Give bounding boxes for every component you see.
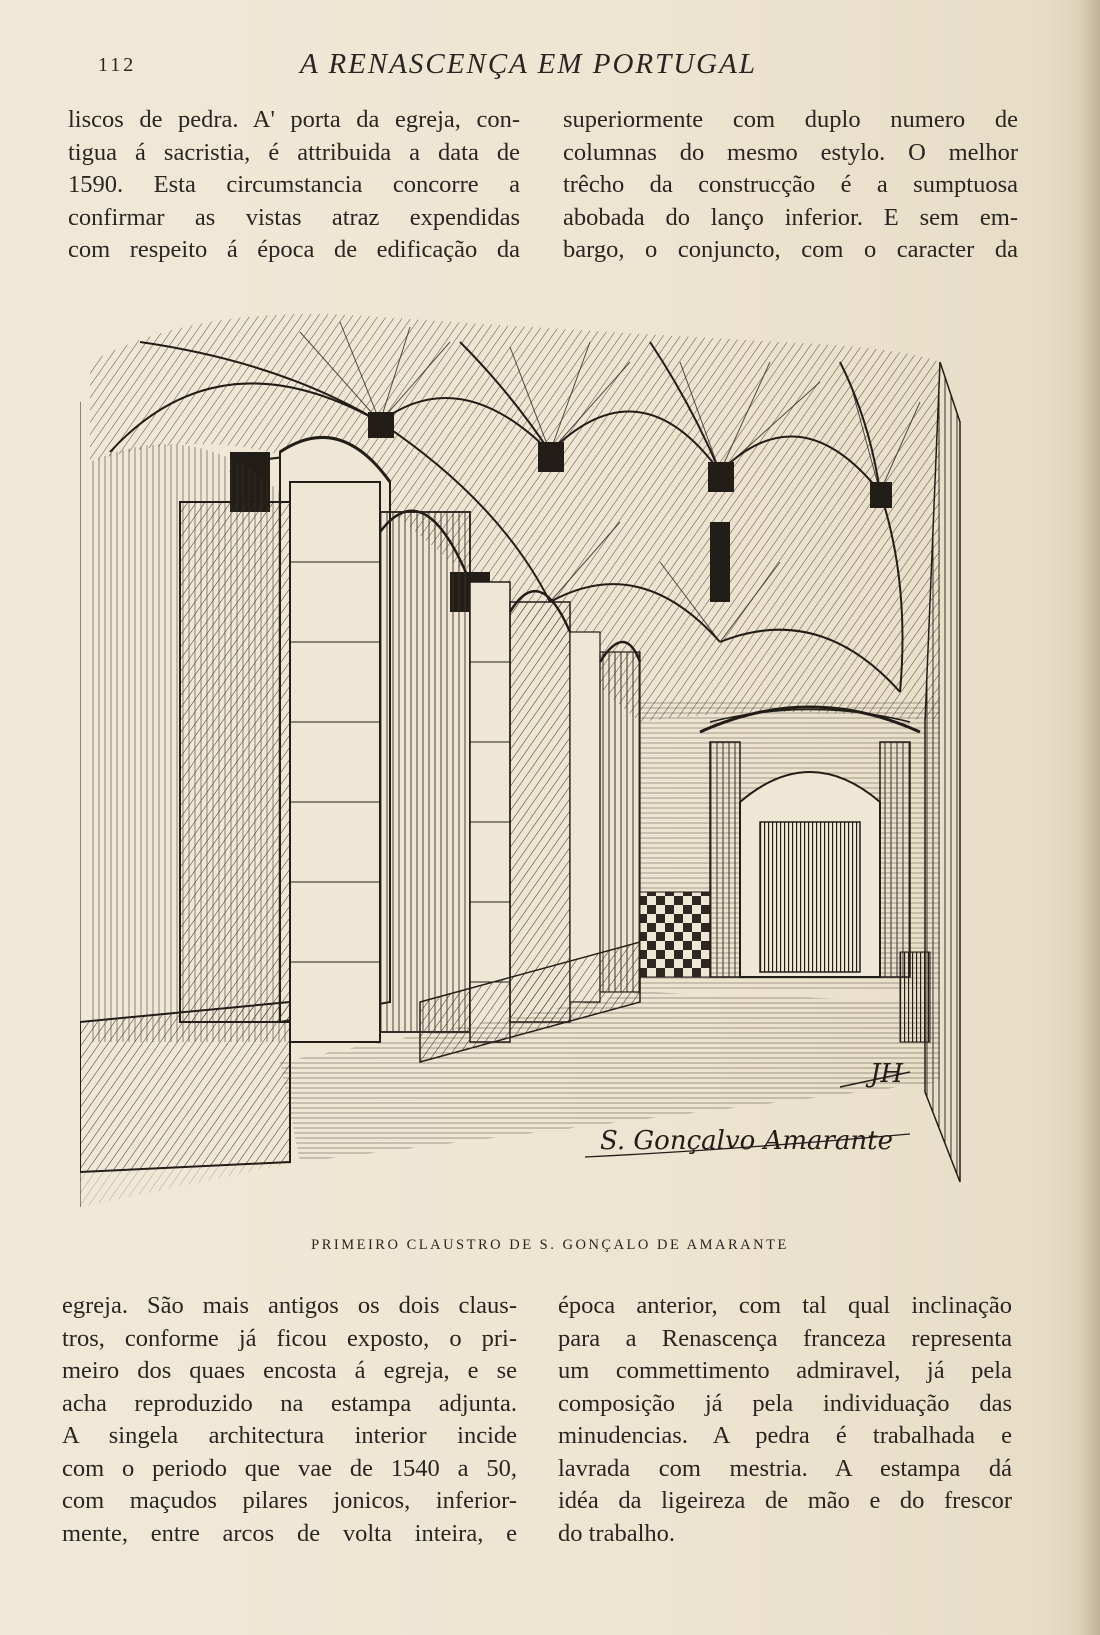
text-line: tros, conforme já ficou exposto, o pri-: [62, 1324, 517, 1352]
text-line: columnas do mesmo estylo. O melhor: [563, 138, 1018, 166]
text-line: minudencias. A pedra é trabalhada e: [558, 1422, 1012, 1449]
text-line: superiormente com duplo numero de: [563, 106, 1018, 133]
cloister-engraving: [80, 302, 1000, 1217]
text-line: abobada do lanço inferior. E sem em-: [563, 203, 1018, 231]
text-column-top-left: [68, 104, 520, 267]
text-line: 1590. Esta circumstancia concorre a: [68, 171, 520, 198]
text-line: trêcho da construcção é a sumptuosa: [563, 171, 1018, 198]
page-edge-shadow: [1078, 0, 1100, 1635]
engraving-inscription: S. Gonçalvo Amarante: [600, 1126, 894, 1156]
text-line: do trabalho.: [558, 1519, 676, 1547]
text-line: confirmar as vistas atraz expendidas: [68, 203, 520, 231]
page-number: 112: [98, 54, 137, 76]
text-line: com maçudos pilares jonicos, inferior-: [62, 1487, 517, 1514]
text-column-bottom-right: [558, 1290, 1012, 1550]
text-line: época anterior, com tal qual inclinação: [558, 1292, 1012, 1319]
text-line: lavrada com mestria. A estampa dá: [558, 1454, 1012, 1482]
text-column-bottom-left: [62, 1290, 517, 1550]
text-line: idéa da ligeireza de mão e do frescor: [558, 1487, 1012, 1514]
text-line: liscos de pedra. A' porta da egreja, con-: [68, 106, 520, 133]
text-line: acha reproduzido na estampa adjunta.: [62, 1389, 517, 1417]
text-line: com respeito á época de edificação da: [68, 236, 520, 263]
text-line: mente, entre arcos de volta inteira, e: [62, 1519, 517, 1547]
text-line: composição já pela individuação das: [558, 1389, 1012, 1417]
text-line: A singela architectura interior incide: [62, 1422, 517, 1449]
engraver-monogram: JH: [870, 1059, 904, 1089]
text-line: bargo, o conjuncto, com o caracter da: [563, 236, 1018, 263]
text-line: com o periodo que vae de 1540 a 50,: [62, 1454, 517, 1482]
text-column-top-right: [563, 104, 1018, 267]
text-line: um commettimento admiravel, já pela: [558, 1357, 1012, 1384]
text-line: tigua á sacristia, é attribuida a data de: [68, 138, 520, 166]
text-line: para a Renascença franceza representa: [558, 1324, 1012, 1352]
text-line: meiro dos quaes encosta á egreja, e se: [62, 1357, 517, 1384]
figure-caption: PRIMEIRO CLAUSTRO DE S. GONÇALO DE AMARANTE: [311, 1237, 789, 1253]
page-header: [0, 48, 1100, 88]
text-line: egreja. São mais antigos os dois claus-: [62, 1292, 517, 1319]
running-title: A RENASCENÇA EM PORTUGAL: [300, 48, 757, 80]
